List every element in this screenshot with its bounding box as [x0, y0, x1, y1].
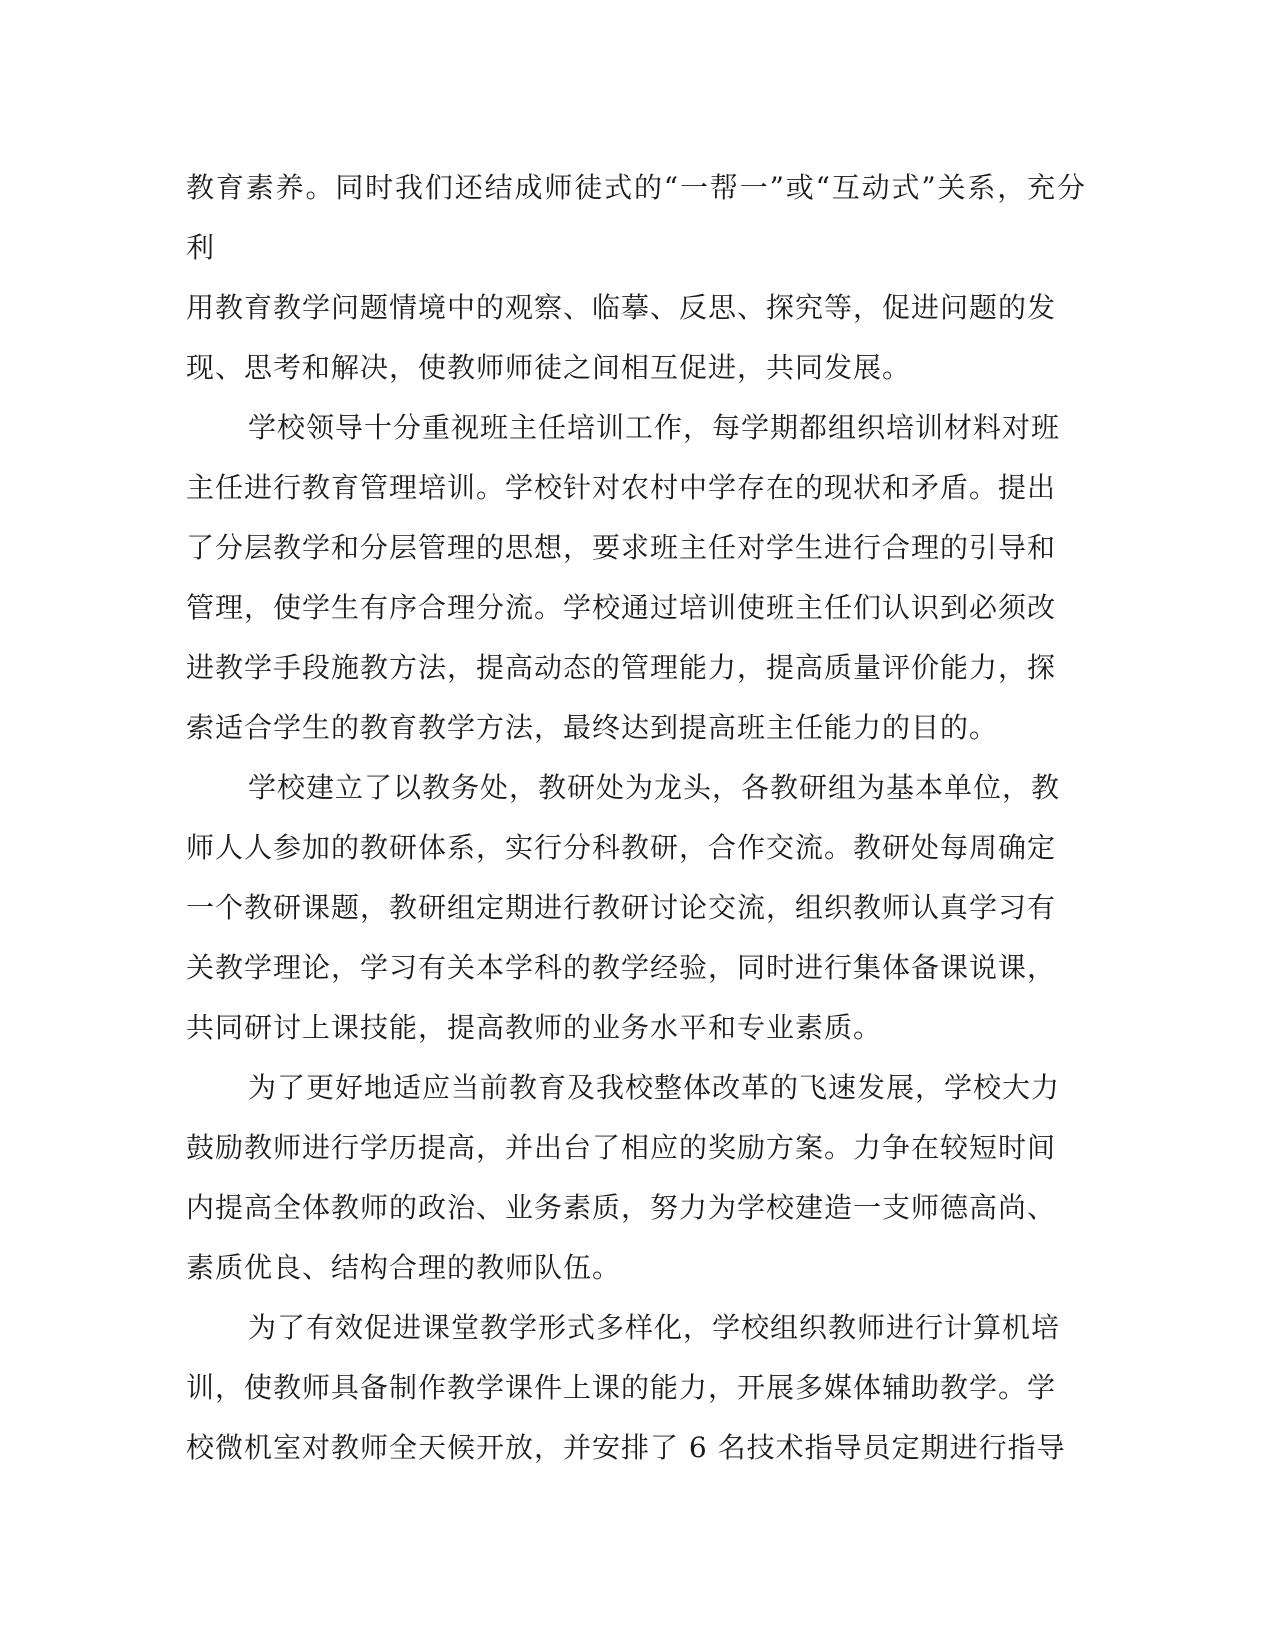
- text-line: 为了更好地适应当前教育及我校整体改革的飞速发展，学校大力: [248, 1071, 1061, 1104]
- text-line: 教育素养。同时我们还结成师徒式的“一帮一”或“互动式”关系，充分利: [186, 171, 1086, 264]
- text-line: 学校领导十分重视班主任培训工作，每学期都组织培训材料对班: [248, 411, 1061, 444]
- text-line: 师人人参加的教研体系，实行分科教研，合作交流。教研处每周确定: [186, 831, 1057, 864]
- text-line: 校微机室对教师全天候开放，并安排了 6 名技术指导员定期进行指导: [186, 1431, 1066, 1464]
- text-line: 训，使教师具备制作教学课件上课的能力，开展多媒体辅助教学。学: [186, 1371, 1057, 1404]
- text-line: 共同研讨上课技能，提高教师的业务水平和专业素质。: [186, 1011, 883, 1044]
- text-line: 管理，使学生有序合理分流。学校通过培训使班主任们认识到必须改: [186, 591, 1057, 624]
- text-line: 用教育教学问题情境中的观察、临摹、反思、探究等，促进问题的发: [186, 291, 1057, 324]
- text-line: 索适合学生的教育教学方法，最终达到提高班主任能力的目的。: [186, 711, 999, 744]
- text-line: 素质优良、结构合理的教师队伍。: [186, 1251, 622, 1284]
- text-line: 了分层教学和分层管理的思想，要求班主任对学生进行合理的引导和: [186, 531, 1057, 564]
- paragraph-1: [186, 158, 1086, 398]
- text-line: 主任进行教育管理培训。学校针对农村中学存在的现状和矛盾。提出: [186, 471, 1057, 504]
- text-line: 关教学理论，学习有关本学科的教学经验，同时进行集体备课说课，: [186, 951, 1057, 984]
- text-line: 现、思考和解决，使教师师徒之间相互促进，共同发展。: [186, 351, 912, 384]
- paragraph-2: [186, 398, 1086, 758]
- text-line: 进教学手段施教方法，提高动态的管理能力，提高质量评价能力，探: [186, 651, 1057, 684]
- paragraph-5: [186, 1298, 1086, 1478]
- paragraph-3: [186, 758, 1086, 1058]
- text-line: 为了有效促进课堂教学形式多样化，学校组织教师进行计算机培: [248, 1311, 1061, 1344]
- text-line: 一个教研课题，教研组定期进行教研讨论交流，组织教师认真学习有: [186, 891, 1057, 924]
- text-line: 学校建立了以教务处，教研处为龙头，各教研组为基本单位，教: [248, 771, 1061, 804]
- body-text: [186, 158, 1086, 1478]
- text-line: 内提高全体教师的政治、业务素质，努力为学校建造一支师德高尚、: [186, 1191, 1057, 1224]
- paragraph-4: [186, 1058, 1086, 1298]
- text-line: 鼓励教师进行学历提高，并出台了相应的奖励方案。力争在较短时间: [186, 1131, 1057, 1164]
